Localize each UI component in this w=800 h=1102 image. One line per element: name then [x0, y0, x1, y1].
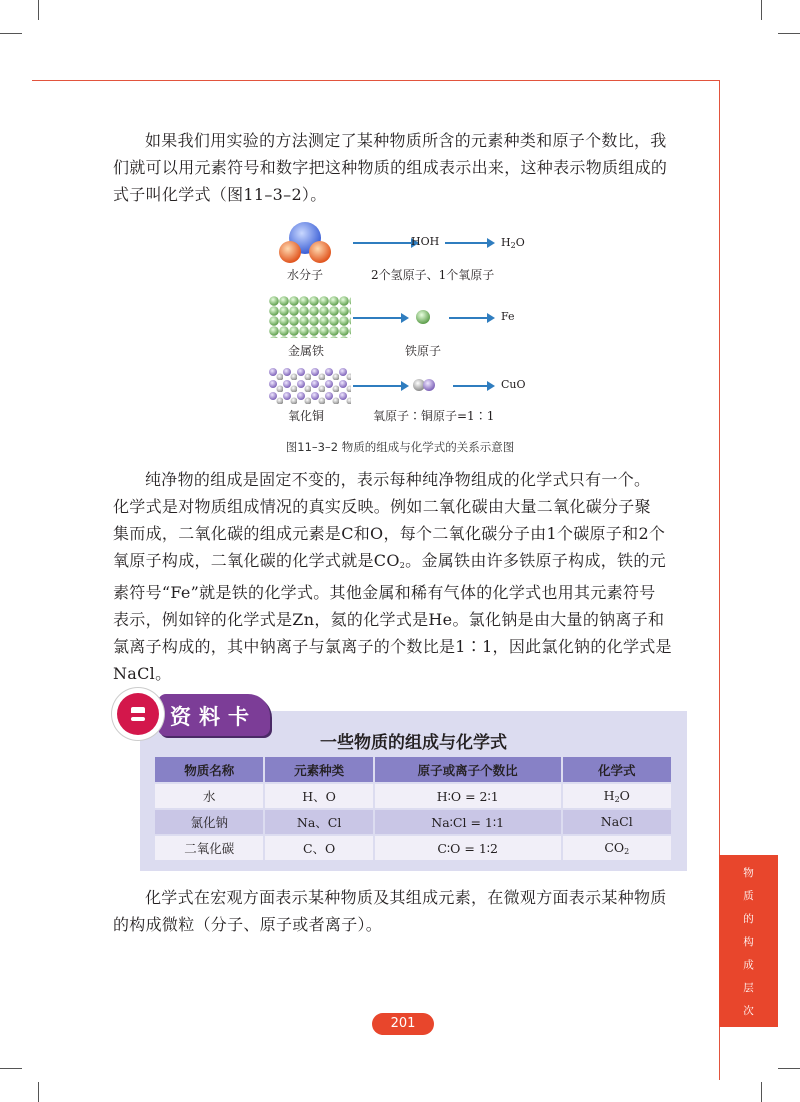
- column-header: 元素种类: [264, 757, 373, 783]
- text-line: 式子叫化学式（图11–3–2）。: [113, 185, 327, 204]
- arrow-icon: [353, 317, 403, 319]
- iron-atom-note: 铁原子: [405, 344, 442, 358]
- water-label: 水分子: [287, 268, 324, 282]
- table-row: [155, 809, 671, 835]
- table-cell: H∶O = 2∶1: [374, 783, 562, 809]
- text-line: 化学式在宏观方面表示某种物质及其组成元素，在微观方面表示某种物质: [145, 888, 667, 907]
- text-line: 们就可以用元素符号和数字把这种物质的组成表示出来，这种表示物质组成的: [113, 158, 668, 177]
- text-line: NaCl。: [113, 664, 172, 683]
- table-cell: Na∶Cl = 1∶1: [374, 809, 562, 835]
- water-formula-expanded: HOH: [411, 235, 440, 248]
- chapter-side-tab: [719, 855, 778, 1027]
- crop-mark: [38, 0, 39, 20]
- table-header-row: [155, 757, 671, 783]
- table-cell: 水: [155, 783, 264, 809]
- table-cell: H、O: [264, 783, 373, 809]
- crop-mark: [761, 0, 762, 20]
- table-cell: $CO_2$: [562, 835, 671, 860]
- iron-formula: Fe: [501, 310, 515, 323]
- composition-table: [155, 757, 671, 860]
- side-tab-char: 物: [743, 867, 754, 879]
- column-header: 物质名称: [155, 757, 264, 783]
- text-line: 的构成微粒（分子、原子或者离子）。: [113, 915, 383, 934]
- text-line: 化学式是对物质组成情况的真实反映。例如二氧化碳由大量二氧化碳分子聚: [113, 497, 651, 516]
- subscript: 2: [399, 561, 406, 570]
- arrow-icon: [353, 385, 403, 387]
- column-header: 原子或离子个数比: [374, 757, 562, 783]
- info-card-tab-label: 资料卡: [170, 705, 257, 729]
- body-paragraph: [113, 466, 693, 687]
- table-cell: 氯化钠: [155, 809, 264, 835]
- water-note: 2个氢原子、1个氧原子: [371, 268, 495, 282]
- intro-paragraph: [113, 127, 693, 208]
- text-line: 氧原子构成，二氧化碳的化学式就是CO: [113, 551, 400, 570]
- figure-caption: 图11–3–2 物质的组成与化学式的关系示意图: [285, 440, 515, 454]
- side-tab-char: 构: [743, 936, 754, 948]
- page-number: 201: [372, 1013, 434, 1035]
- side-tab-char: 次: [743, 1005, 754, 1017]
- crop-mark: [761, 1082, 762, 1102]
- iron-atom-illustration: [415, 309, 431, 325]
- table-cell: NaCl: [562, 809, 671, 835]
- table-cell: Na、Cl: [264, 809, 373, 835]
- iron-label: 金属铁: [288, 344, 325, 358]
- text-line: 。金属铁由许多铁原子构成，铁的元: [405, 551, 666, 570]
- table-cell: $H_2O$: [562, 783, 671, 809]
- table-row: [155, 783, 671, 809]
- table-cell: 二氧化碳: [155, 835, 264, 860]
- text-line: 表示，例如锌的化学式是Zn，氦的化学式是He。氯化钠是由大量的钠离子和: [113, 610, 665, 629]
- arrow-icon: [453, 385, 489, 387]
- water-formula: $H_2O$: [501, 236, 525, 250]
- water-molecule-illustration: [275, 220, 335, 268]
- info-card-title: 一些物质的组成与化学式: [320, 733, 507, 753]
- side-tab-char: 层: [743, 982, 754, 994]
- arrow-icon: [449, 317, 489, 319]
- table-cell: C∶O = 1∶2: [374, 835, 562, 860]
- crop-mark: [38, 1082, 39, 1102]
- arrow-icon: [353, 242, 413, 244]
- copper-oxygen-atoms-illustration: [411, 377, 437, 393]
- copper-oxide-note: 氧原子∶铜原子=1∶1: [373, 409, 495, 423]
- side-tab-char: 的: [743, 913, 754, 925]
- crop-mark: [0, 1068, 22, 1069]
- table-row: [155, 835, 671, 860]
- crop-mark: [778, 33, 800, 34]
- column-header: 化学式: [562, 757, 671, 783]
- text-line: 素符号“Fe”就是铁的化学式。其他金属和稀有气体的化学式也用其元素符号: [113, 583, 656, 602]
- side-tab-char: 成: [743, 959, 754, 971]
- arrow-icon: [445, 242, 489, 244]
- copper-oxide-lattice-illustration: [269, 368, 351, 404]
- table-cell: C、O: [264, 835, 373, 860]
- text-line: 纯净物的组成是固定不变的，表示每种纯净物组成的化学式只有一个。: [145, 470, 651, 489]
- side-tab-char: 质: [743, 890, 754, 902]
- text-line: 如果我们用实验的方法测定了某种物质所含的元素种类和原子个数比，我: [145, 131, 667, 150]
- copper-oxide-label: 氧化铜: [288, 409, 325, 423]
- closing-paragraph: [113, 884, 693, 938]
- iron-lattice-illustration: [269, 296, 351, 338]
- text-line: 氯离子构成的，其中钠离子与氯离子的个数比是1∶1，因此氯化钠的化学式是: [113, 637, 672, 656]
- text-line: 集而成，二氧化碳的组成元素是C和O，每个二氧化碳分子由1个碳原子和2个: [113, 524, 666, 543]
- crop-mark: [778, 1068, 800, 1069]
- copper-oxide-formula: CuO: [501, 378, 526, 391]
- composition-figure: [263, 218, 533, 430]
- crop-mark: [0, 33, 22, 34]
- page-border-top: [32, 80, 720, 81]
